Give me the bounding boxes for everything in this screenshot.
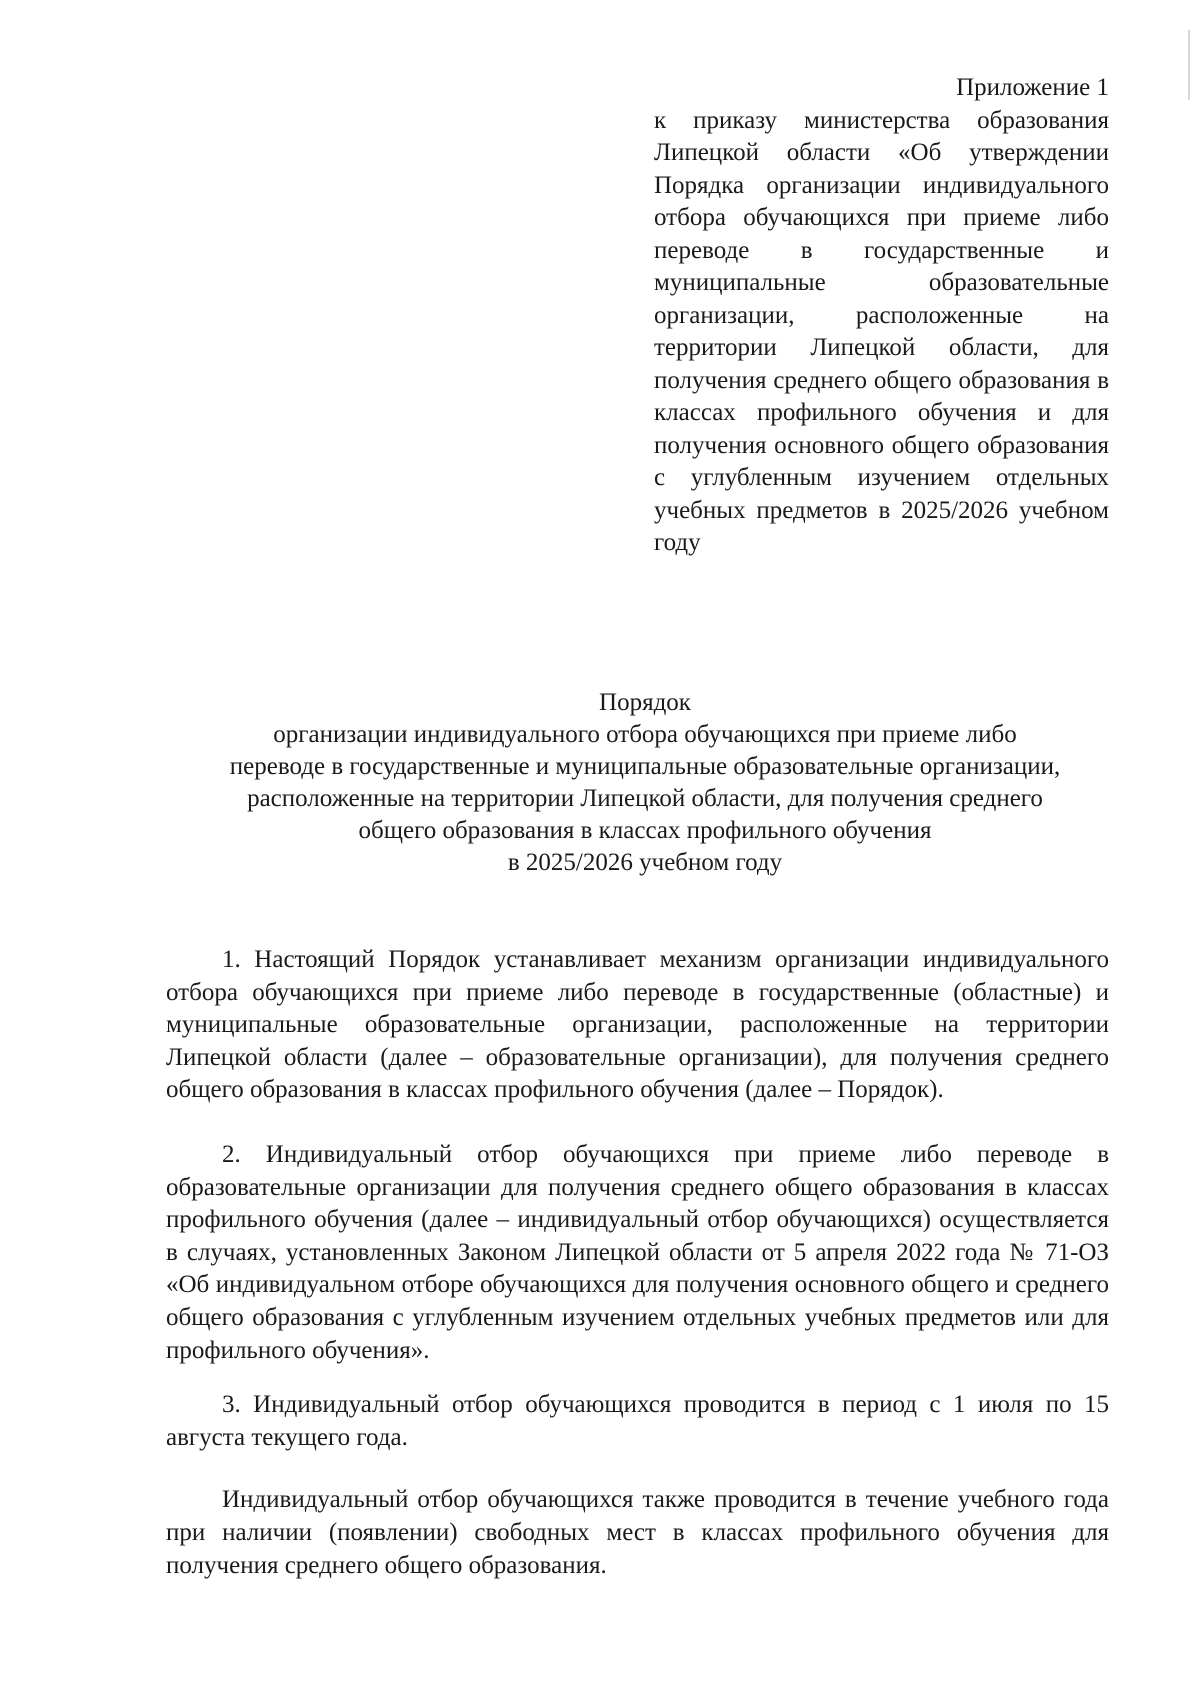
paragraph-4: Индивидуальный отбор обучающихся также проводится в течение учебного года при наличии (появлении) свободных мест в классах профильного обучения для получения среднего общего образования. (166, 1486, 1109, 1579)
document-body (166, 944, 1109, 1582)
heading-title: Порядок (599, 689, 691, 716)
scan-edge-mark (1188, 30, 1190, 100)
heading-line: расположенные на территории Липецкой области, для получения среднего (247, 785, 1043, 812)
paragraph-1: 1. Настоящий Порядок устанавливает механизм организации индивидуального отбора обучающихся при приеме либо переводе в государственные (областные) и муниципальные образовательные организации, расположенные на территории Липецкой области (далее – образовательные организации), для получения среднего общего образования в классах профильного обучения (далее – Порядок). (166, 946, 1109, 1104)
appendix-text: к приказу министерства образования Липецкой области «Об утверждении Порядка организации индивидуального отбора обучающихся при приеме либо переводе в государственные и муниципальные образовательные организации, расположенные на территории Липецкой области, для получения среднего общего образования в классах профильного обучения и для получения основного общего образования с углубленным изучением отдельных учебных предметов в 2025/2026 учебном году (654, 106, 1109, 556)
paragraph-2: 2. Индивидуальный отбор обучающихся при приеме либо переводе в образовательные организации для получения среднего общего образования в классах профильного обучения (далее – индивидуальный отбор обучающихся) осуществляется в случаях, установленных Законом Липецкой области от 5 апреля 2022 года № 71-ОЗ «Об индивидуальном отборе обучающихся для получения основного общего и среднего общего образования с углубленным изучением отдельных учебных предметов или для профильного обучения». (166, 1140, 1109, 1364)
heading-line: в 2025/2026 учебном году (507, 849, 783, 876)
heading-line: общего образования в классах профильного обучения (358, 817, 932, 844)
heading-line: организации индивидуального отбора обучающихся при приеме либо (273, 721, 1017, 748)
heading-line: переводе в государственные и муниципальные образовательные организации, (229, 753, 1061, 780)
document-heading (150, 687, 1140, 879)
paragraph-3: 3. Индивидуальный отбор обучающихся проводится в период с 1 июля по 15 августа текущего года. (166, 1391, 1109, 1451)
appendix-block (654, 72, 1109, 560)
appendix-title: Приложение 1 (956, 74, 1109, 101)
